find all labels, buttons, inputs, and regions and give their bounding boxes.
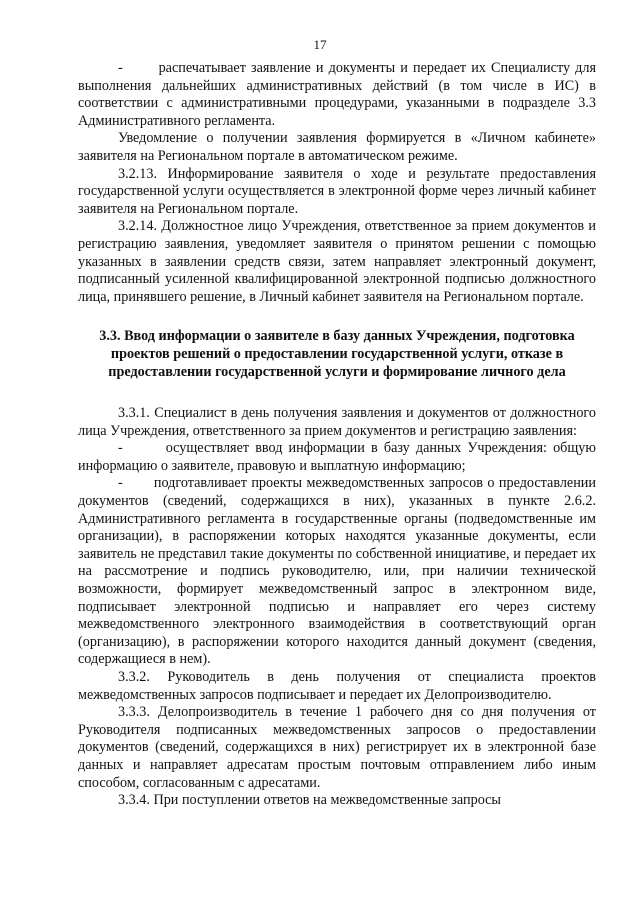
page-number: 17 bbox=[313, 37, 327, 52]
page-content bbox=[78, 60, 596, 810]
paragraph-3-3-2: 3.3.2. Руководитель в день получения от специалиста проектов межведомственных запросов подписывает и передает их Делопроизводителю. bbox=[78, 669, 596, 703]
paragraph-3-3-1: 3.3.1. Специалист в день получения заявления и документов от должностного лица Учреждения, ответственного за прием документов и регистрацию заявления: bbox=[78, 405, 596, 439]
paragraph-3-2-13: 3.2.13. Информирование заявителя о ходе и результате предоставления государственной услуги осуществляется в электронной форме через личный кабинет заявителя на Региональном портале. bbox=[78, 165, 596, 217]
list-item-prepare-requests: - подготавливает проекты межведомственных запросов о предоставлении документов (сведений, содержащихся в них), указанных в пункте 2.6.2. Административного регламента в государственные органы (подведомственные им организации), в распоряжении которых находятся указанные документы, если заявитель не представил такие документы по собственной инициативе, и передает их на рассмотрение и подпись руководителю, или, при наличии технической возможности, формирует межведомственный запрос в электронном виде, подписывает электронной подписью и направляет его через систему межведомственного электронного взаимодействия в соответствующий орган (организацию), в распоряжении которого находится данный документ (сведения, содержащиеся в нем). bbox=[78, 475, 596, 668]
section-heading-3-3: 3.3. Ввод информации о заявителе в базу данных Учреждения, подготовка проектов решений о предоставлении государственной услуги, отказе в предоставлении государственной услуги и формирование личного дела bbox=[99, 328, 575, 380]
paragraph-3-3-4: 3.3.4. При поступлении ответов на межведомственные запросы bbox=[118, 792, 501, 809]
paragraph-3-2-14: 3.2.14. Должностное лицо Учреждения, ответственное за прием документов и регистрацию заявления, уведомляет заявителя о принятом решении с помощью указанных в заявлении средств связи, затем направляет электронный документ, подписанный усиленной квалифицированной электронной подписью должностного лица, принявшего решение, в Личный кабинет заявителя на Региональном портале. bbox=[78, 218, 596, 305]
list-item-data-entry: - осуществляет ввод информации в базу данных Учреждения: общую информацию о заявителе, правовую и выплатную информацию; bbox=[78, 440, 596, 474]
paragraph-notification: Уведомление о получении заявления формируется в «Личном кабинете» заявителя на Региональном портале в автоматическом режиме. bbox=[78, 130, 596, 164]
paragraph-3-3-3: 3.3.3. Делопроизводитель в течение 1 рабочего дня со дня получения от Руководителя подписанных межведомственных запросов о предоставлении документов (сведений, содержащихся в них) регистрирует их в электронной базе данных и направляет адресатам простым почтовым отправлением либо иным способом, согласованным с адресатами. bbox=[78, 704, 596, 791]
list-item-print-application: - распечатывает заявление и документы и передает их Специалисту для выполнения дальнейших административных действий (в том числе в ИС) в соответствии с административными процедурами, указанными в подразделе 3.3 Административного регламента. bbox=[78, 60, 596, 129]
